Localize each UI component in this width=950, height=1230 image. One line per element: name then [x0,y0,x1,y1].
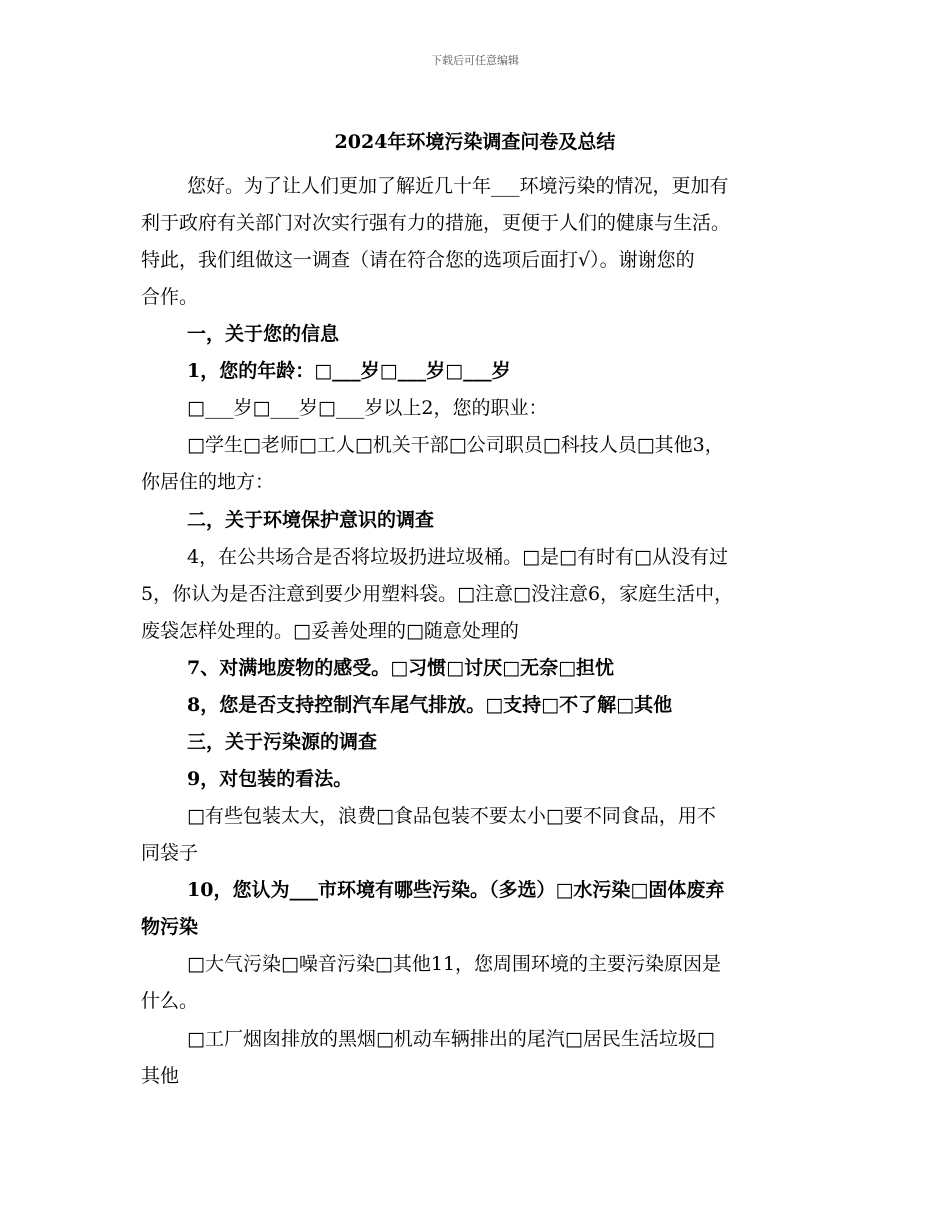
question-5-6: 5，你认为是否注意到要少用塑料袋。□注意□没注意6，家庭生活中， [141,583,734,605]
intro-line-3: 特此，我们组做这一调查（请在符合您的选项后面打√）。谢谢您的 [141,249,695,271]
question-10-continued: 物污染 [141,916,199,938]
question-9-options-continued: 同袋子 [141,842,199,864]
question-11: 什么。 [141,990,199,1012]
question-11-options-continued: 其他 [141,1065,180,1087]
question-6-options: 废袋怎样处理的。□妥善处理的□随意处理的 [141,620,519,642]
document-title: 2024年环境污染调查问卷及总结 [334,131,616,153]
question-11-options: □工厂烟囱排放的黑烟□机动车辆排出的尾汽□居民生活垃圾□ [187,1028,715,1050]
section-heading-1: 一，关于您的信息 [187,323,340,345]
question-4: 4，在公共场合是否将垃圾扔进垃圾桶。□是□有时有□从没有过 [187,546,728,568]
section-heading-2: 二，关于环境保护意识的调查 [187,509,435,531]
question-1-age: 1，您的年龄：□___岁□___岁□___岁 [187,360,511,382]
question-10-options: □大气污染□噪音污染□其他11，您周围环境的主要污染原因是 [187,953,722,975]
intro-line-2: 利于政府有关部门对次实行强有力的措施，更便于人们的健康与生活。 [141,212,731,234]
page-header: 下载后可任意编辑 [431,54,519,67]
section-heading-3: 三，关于污染源的调查 [187,731,378,753]
question-9-options: □有些包装太大，浪费□食品包装不要太小□要不同食品，用不 [187,805,716,827]
question-2-occupation-options: □学生□老师□工人□机关干部□公司职员□科技人员□其他3， [187,434,724,456]
question-7: 7、对满地废物的感受。□习惯□讨厌□无奈□担忧 [187,657,615,679]
intro-line-4: 合作。 [141,286,199,308]
question-10: 10，您认为___市环境有哪些污染。（多选）□水污染□固体废弃 [187,879,725,901]
question-3-residence: 你居住的地方： [141,471,275,493]
question-1-age-continued: □___岁□___岁□___岁以上2，您的职业： [187,397,548,419]
question-9: 9，对包装的看法。 [187,768,353,790]
question-8: 8，您是否支持控制汽车尾气排放。□支持□不了解□其他 [187,694,673,716]
intro-line-1: 您好。为了让人们更加了解近几十年___环境污染的情况，更加有 [187,175,729,197]
